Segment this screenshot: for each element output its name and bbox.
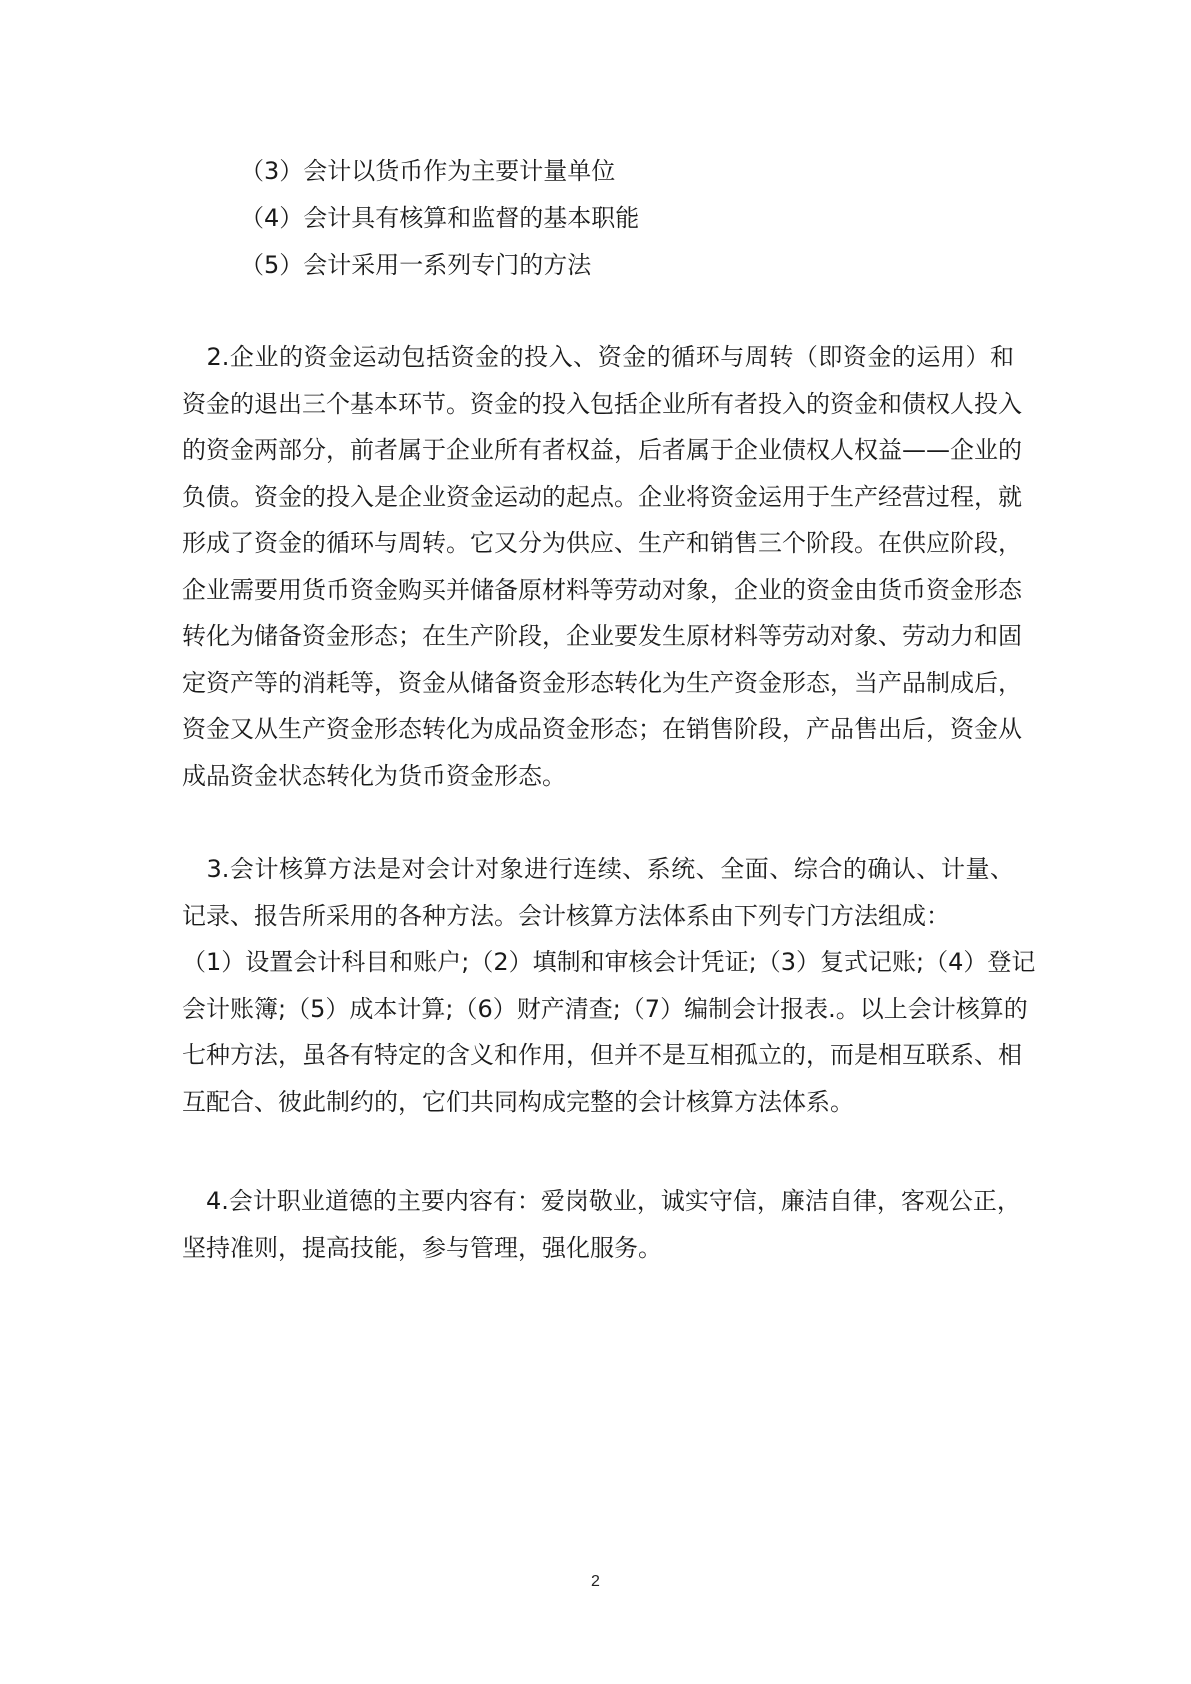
text-line: 转化为储备资金形态；在生产阶段，企业要发生原材料等劳动对象、劳动力和固 xyxy=(182,622,1022,650)
text-line: 资金又从生产资金形态转化为成品资金形态；在销售阶段，产品售出后，资金从 xyxy=(182,715,1022,743)
text-line: 会计账簿;（5）成本计算;（6）财产清查;（7）编制会计报表.。以上会计核算的 xyxy=(182,994,1028,1023)
list-item: （5）会计采用一系列专门的方法 xyxy=(240,251,592,279)
page-number: 2 xyxy=(591,1573,600,1590)
list-item: （4）会计具有核算和监督的基本职能 xyxy=(240,204,640,232)
list-item: （3）会计以货币作为主要计量单位 xyxy=(240,157,616,185)
text-line: （1）设置会计科目和账户;（2）填制和审核会计凭证;（3）复式记账;（4）登记 xyxy=(182,948,1036,976)
text-line: 3.会计核算方法是对会计对象进行连续、系统、全面、综合的确认、计量、 xyxy=(182,855,1014,883)
paragraph-capital-movement xyxy=(182,334,1022,799)
text-line: 2.企业的资金运动包括资金的投入、资金的循环与周转（即资金的运用）和 xyxy=(182,343,1014,371)
text-line: 的资金两部分，前者属于企业所有者权益，后者属于企业债权人权益——企业的 xyxy=(182,436,1022,464)
text-line: 资金的退出三个基本环节。资金的投入包括企业所有者投入的资金和债权人投入 xyxy=(182,389,1022,418)
text-line: 坚持准则，提高技能，参与管理，强化服务。 xyxy=(182,1233,662,1262)
text-line: 成品资金状态转化为货币资金形态。 xyxy=(182,761,566,790)
text-line: 4.会计职业道德的主要内容有：爱岗敬业，诚实守信，廉洁自律，客观公正， xyxy=(182,1187,1021,1215)
text-line: 记录、报告所采用的各种方法。会计核算方法体系由下列专门方法组成： xyxy=(182,901,950,930)
text-line: 企业需要用货币资金购买并储备原材料等劳动对象，企业的资金由货币资金形态 xyxy=(182,575,1022,604)
text-line: 互配合、彼此制约的，它们共同构成完整的会计核算方法体系。 xyxy=(182,1087,854,1116)
paragraph-professional-ethics xyxy=(182,1178,1021,1271)
text-line: 形成了资金的循环与周转。它又分为供应、生产和销售三个阶段。在供应阶段， xyxy=(182,529,1022,557)
function-list xyxy=(240,148,1040,289)
text-line: 七种方法，虽各有特定的含义和作用，但并不是互相孤立的，而是相互联系、相 xyxy=(182,1041,1022,1069)
text-line: 定资产等的消耗等，资金从储备资金形态转化为生产资金形态，当产品制成后， xyxy=(182,668,1022,697)
paragraph-accounting-methods xyxy=(182,846,1036,1125)
text-line: 负债。资金的投入是企业资金运动的起点。企业将资金运用于生产经营过程，就 xyxy=(182,482,1022,511)
